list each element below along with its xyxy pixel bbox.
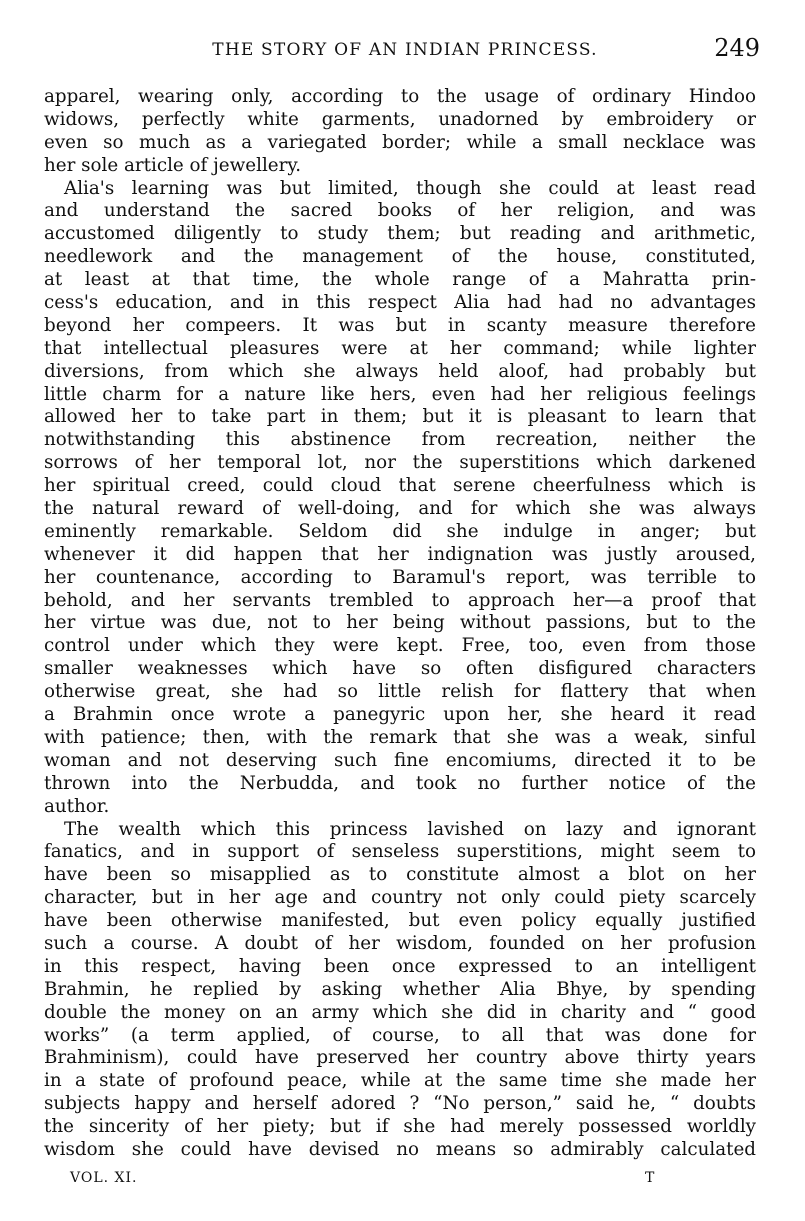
text-line: notwithstanding this abstinence from recreation, neither the: [44, 429, 756, 451]
text-line: that intellectual pleasures were at her command; while lighter: [44, 337, 756, 359]
text-line: woman and not deserving such fine encomiums, directed it to be: [44, 749, 756, 771]
text-line: smaller weaknesses which have so often disfigured characters: [44, 658, 756, 680]
text-line: fanatics, and in support of senseless superstitions, might seem to: [44, 841, 756, 863]
text-line: beyond her compeers. It was but in scanty measure therefore: [44, 314, 756, 336]
text-line: widows, perfectly white garments, unadorned by embroidery or: [44, 108, 756, 130]
text-line: Alia's learning was but limited, though she could at least read: [64, 177, 756, 199]
text-line: in a state of profound peace, while at the same time she made her: [44, 1070, 756, 1092]
text-line: the sincerity of her piety; but if she had merely possessed worldly: [44, 1116, 756, 1138]
text-line: eminently remarkable. Seldom did she indulge in anger; but: [44, 520, 756, 542]
text-line: her spiritual creed, could cloud that serene cheerfulness which is: [44, 475, 756, 497]
text-line: author.: [44, 795, 110, 817]
text-line: needlework and the management of the house, constituted,: [44, 246, 756, 268]
text-line: her countenance, according to Baramul's report, was terrible to: [44, 566, 756, 588]
text-line: subjects happy and herself adored ? “No person,” said he, “ doubts: [44, 1093, 756, 1115]
running-title: THE STORY OF AN INDIAN PRINCESS.: [212, 40, 598, 60]
text-line: double the money on an army which she did in charity and “ good: [44, 1001, 756, 1023]
text-line: apparel, wearing only, according to the usage of ordinary Hindoo: [44, 86, 756, 107]
text-line: The wealth which this princess lavished on lazy and ignorant: [64, 818, 756, 840]
body-text: [44, 86, 756, 1162]
text-line: with patience; then, with the remark that she was a weak, sinful: [44, 726, 756, 748]
running-head: [50, 34, 760, 64]
text-line: whenever it did happen that her indignation was justly aroused,: [44, 543, 756, 565]
text-line: Brahmin, he replied by asking whether Alia Bhye, by spending: [44, 978, 756, 1000]
text-line: control under which they were kept. Free, too, even from those: [44, 635, 756, 657]
signature-mark: T: [645, 1170, 656, 1186]
text-line: cess's education, and in this respect Alia had had no advantages: [44, 292, 756, 314]
text-line: her sole article of jewellery.: [44, 154, 302, 176]
text-line: Brahminism), could have preserved her country above thirty years: [44, 1047, 756, 1069]
text-line: sorrows of her temporal lot, nor the superstitions which darkened: [44, 452, 756, 474]
text-line: the natural reward of well-doing, and for which she was always: [44, 498, 756, 520]
text-line: have been otherwise manifested, but even policy equally justified: [44, 910, 756, 932]
text-line: such a course. A doubt of her wisdom, founded on her profusion: [44, 932, 756, 954]
text-line: works” (a term applied, of course, to all that was done for: [44, 1024, 756, 1046]
text-line: character, but in her age and country not only could piety scarcely: [44, 887, 756, 909]
volume-label: VOL. XI.: [70, 1170, 138, 1186]
text-line: accustomed diligently to study them; but reading and arithmetic,: [44, 223, 756, 245]
text-line: at least at that time, the whole range of a Mahratta prin-: [44, 269, 756, 291]
page-number: 249: [714, 34, 760, 62]
text-line: little charm for a nature like hers, even had her religious feelings: [44, 383, 756, 405]
text-line: thrown into the Nerbudda, and took no further notice of the: [44, 772, 756, 794]
text-line: a Brahmin once wrote a panegyric upon her, she heard it read: [44, 704, 756, 726]
text-line: wisdom she could have devised no means so admirably calculated: [44, 1138, 756, 1160]
page-footer: [70, 1170, 670, 1190]
text-line: otherwise great, she had so little relish for flattery that when: [44, 681, 756, 703]
text-line: allowed her to take part in them; but it is pleasant to learn that: [44, 406, 756, 428]
text-line: behold, and her servants trembled to approach her—a proof that: [44, 589, 756, 611]
text-line: her virtue was due, not to her being without passions, but to the: [44, 612, 756, 634]
text-line: in this respect, having been once expressed to an intelligent: [44, 955, 756, 977]
text-line: diversions, from which she always held aloof, had probably but: [44, 360, 756, 382]
text-line: and understand the sacred books of her religion, and was: [44, 200, 756, 222]
text-line: even so much as a variegated border; while a small necklace was: [44, 131, 756, 153]
text-line: have been so misapplied as to constitute almost a blot on her: [44, 864, 756, 886]
